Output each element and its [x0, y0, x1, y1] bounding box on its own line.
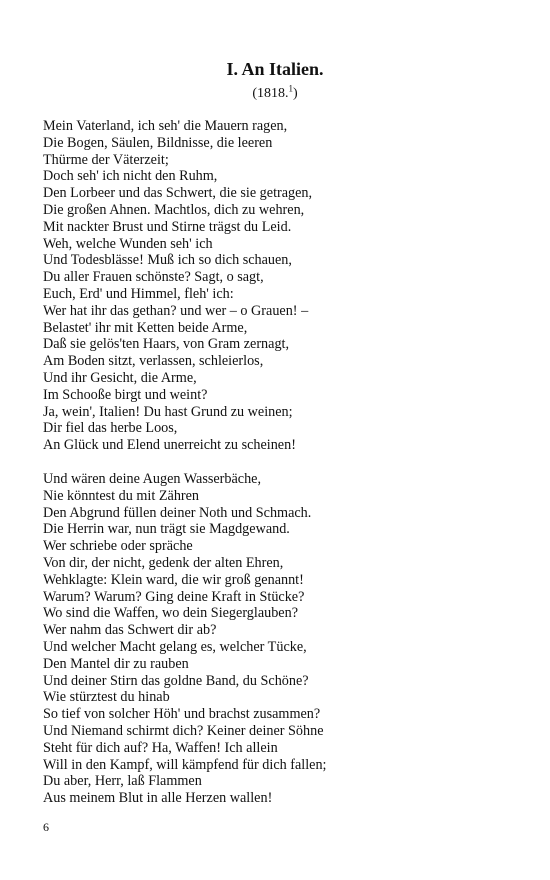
verse-line: Du aber, Herr, laß Flammen: [43, 773, 202, 790]
verse-line: Und deiner Stirn das goldne Band, du Schöne?: [43, 672, 309, 689]
verse-line: Will in den Kampf, will kämpfend für dich fallen;: [43, 756, 327, 773]
verse-line: Wer nahm das Schwert dir ab?: [43, 622, 217, 639]
poem-date: [0, 85, 550, 103]
verse-line: Wehklagte: Klein ward, die wir groß genannt!: [43, 571, 304, 588]
verse-line: Und Niemand schirmt dich? Keiner deiner Söhne: [43, 722, 324, 739]
verse-line: Wer schriebe oder spräche: [43, 538, 193, 555]
verse-line: Weh, welche Wunden seh' ich: [43, 235, 213, 252]
verse-line: Aus meinem Blut in alle Herzen wallen!: [43, 790, 273, 807]
verse-line: Den Lorbeer und das Schwert, die sie getragen,: [43, 185, 313, 202]
verse-line: Die Herrin war, nun trägt sie Magdgewand.: [43, 521, 290, 538]
verse-line: Im Schooße birgt und weint?: [43, 386, 208, 403]
date-text: (1818.: [252, 86, 289, 101]
verse-line: So tief von solcher Höh' und brachst zusammen?: [43, 706, 321, 723]
footnote-marker: 1: [288, 83, 293, 94]
verse-line: Daß sie gelös'ten Haars, von Gram zernagt,: [43, 336, 290, 353]
page-number: 6: [43, 820, 49, 834]
verse-line: Und ihr Gesicht, die Arme,: [43, 369, 197, 386]
verse-line: Wie stürztest du hinab: [43, 689, 170, 706]
verse-line: Am Boden sitzt, verlassen, schleierlos,: [43, 353, 264, 370]
verse-line: Wer hat ihr das gethan? und wer – o Grauen! –: [43, 302, 309, 319]
verse-line: Steht für dich auf? Ha, Waffen! Ich allein: [43, 739, 278, 756]
verse-line: Und Todesblässe! Muß ich so dich schauen,: [43, 252, 292, 269]
verse-line: An Glück und Elend unerreicht zu scheinen!: [43, 437, 296, 454]
verse-line: Die großen Ahnen. Machtlos, dich zu wehren,: [43, 201, 305, 218]
poem-title: I. An Italien.: [226, 59, 324, 79]
date-closing: ): [293, 86, 298, 101]
verse-line: Thürme der Väterzeit;: [43, 151, 169, 168]
stanza-1: [43, 118, 523, 454]
verse-line: Und welcher Macht gelang es, welcher Tücke,: [43, 638, 307, 655]
verse-line: Dir fiel das herbe Loos,: [43, 420, 178, 437]
verse-line: Warum? Warum? Ging deine Kraft in Stücke?: [43, 588, 305, 605]
stanza-2: [43, 471, 523, 807]
verse-line: Mit nackter Brust und Stirne trägst du Leid.: [43, 218, 292, 235]
verse-line: Belastet' ihr mit Ketten beide Arme,: [43, 319, 248, 336]
verse-line: Mein Vaterland, ich seh' die Mauern ragen,: [43, 118, 288, 134]
verse-line: Von dir, der nicht, gedenk der alten Ehren,: [43, 554, 284, 571]
verse-line: Nie könntest du mit Zähren: [43, 487, 200, 504]
verse-line: Doch seh' ich nicht den Ruhm,: [43, 168, 218, 185]
verse-line: Den Mantel dir zu rauben: [43, 655, 189, 672]
verse-line: Und wären deine Augen Wasserbäche,: [43, 471, 262, 487]
verse-line: Euch, Erd' und Himmel, fleh' ich:: [43, 285, 234, 302]
verse-line: Ja, wein', Italien! Du hast Grund zu weinen;: [43, 403, 293, 420]
verse-line: Wo sind die Waffen, wo dein Siegerglauben?: [43, 605, 298, 622]
verse-line: Die Bogen, Säulen, Bildnisse, die leeren: [43, 134, 273, 151]
verse-line: Den Abgrund füllen deiner Noth und Schmach.: [43, 504, 312, 521]
verse-line: Du aller Frauen schönste? Sagt, o sagt,: [43, 269, 264, 286]
